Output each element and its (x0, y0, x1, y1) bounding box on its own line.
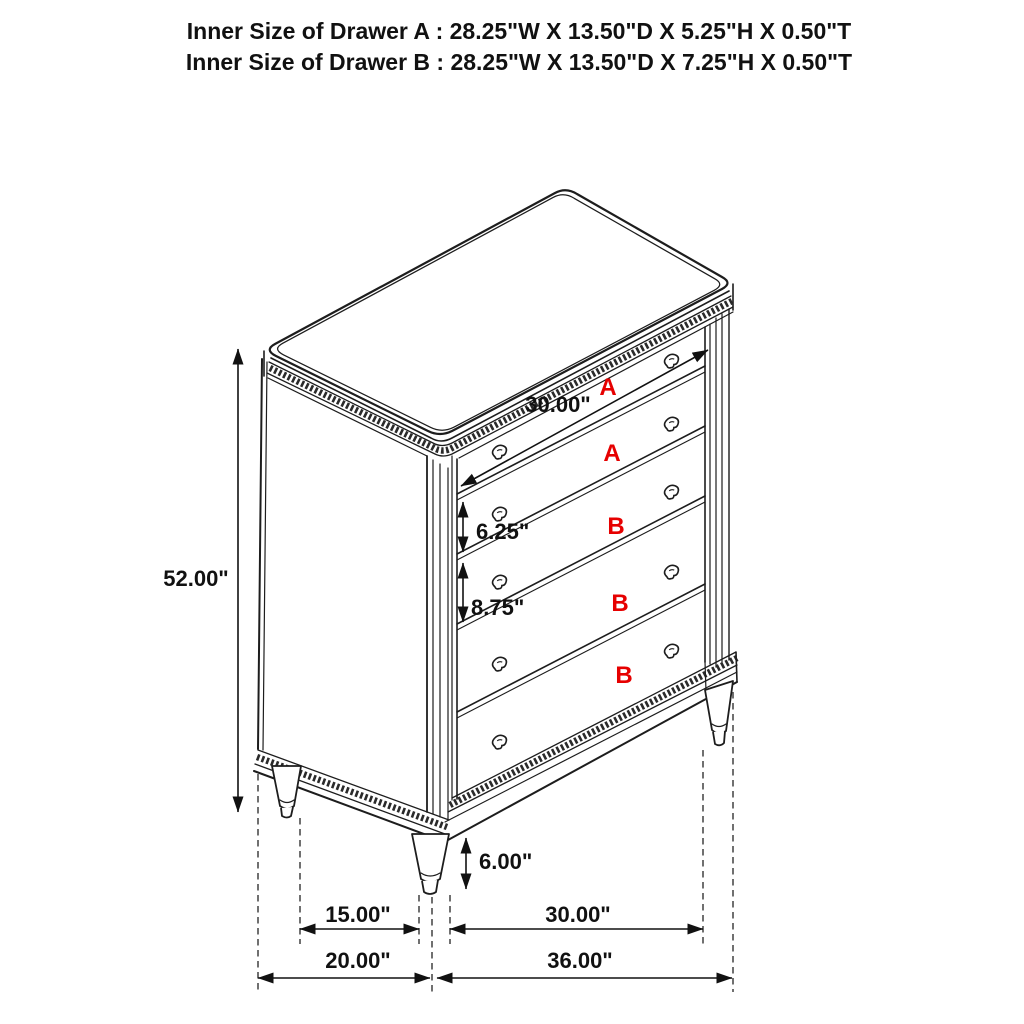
drawer-label-1: A (599, 374, 617, 401)
knob-icon (491, 444, 509, 461)
drawer-label-4: B (611, 590, 629, 617)
overall-depth-label: 20.00" (325, 948, 391, 973)
dimension-overall-height (163, 349, 238, 812)
dimension-leg-height (466, 838, 532, 889)
base-bead-molding-front (450, 658, 737, 805)
leg-front-left (412, 834, 449, 894)
knob-icon (663, 564, 681, 581)
drawer-label-3: B (607, 513, 625, 540)
overall-width-label: 36.00" (547, 948, 613, 973)
knob-icon (663, 643, 681, 660)
dimension-leg-span-side (300, 902, 419, 929)
knob-icon (491, 656, 509, 673)
leg-front-right (705, 681, 733, 745)
knob-icon (491, 734, 509, 751)
leg-span-side-label: 15.00" (325, 902, 391, 927)
header-line-drawer-b: Inner Size of Drawer B : 28.25"W X 13.50"D X 7.25"H X 0.50"T (185, 49, 853, 75)
dimension-leg-span-front (450, 902, 703, 929)
knob-icon (491, 574, 509, 591)
header-line-drawer-a: Inner Size of Drawer A : 28.25"W X 13.50"D X 5.25"H X 0.50"T (186, 18, 852, 44)
dimension-drawer-b-height (463, 563, 524, 622)
dimension-overall-depth (258, 948, 430, 978)
base-molding-front (445, 652, 737, 822)
drawer-label-5: B (615, 662, 633, 689)
knob-icon (663, 416, 681, 433)
knob-icon (663, 484, 681, 501)
drawer-b-height-label: 8.75" (471, 595, 525, 620)
drawer-width-label: 30.00" (525, 392, 591, 417)
corner-posts (427, 309, 729, 820)
leg-back-left (272, 766, 301, 818)
dimension-overall-width (437, 948, 732, 978)
leg-span-front-label: 30.00" (545, 902, 611, 927)
chest-top (264, 190, 733, 458)
leg-height-label: 6.00" (479, 849, 533, 874)
drawer-label-2: A (603, 440, 621, 467)
overall-height-label: 52.00" (163, 566, 229, 591)
drawer-a-height-label: 6.25" (476, 519, 530, 544)
